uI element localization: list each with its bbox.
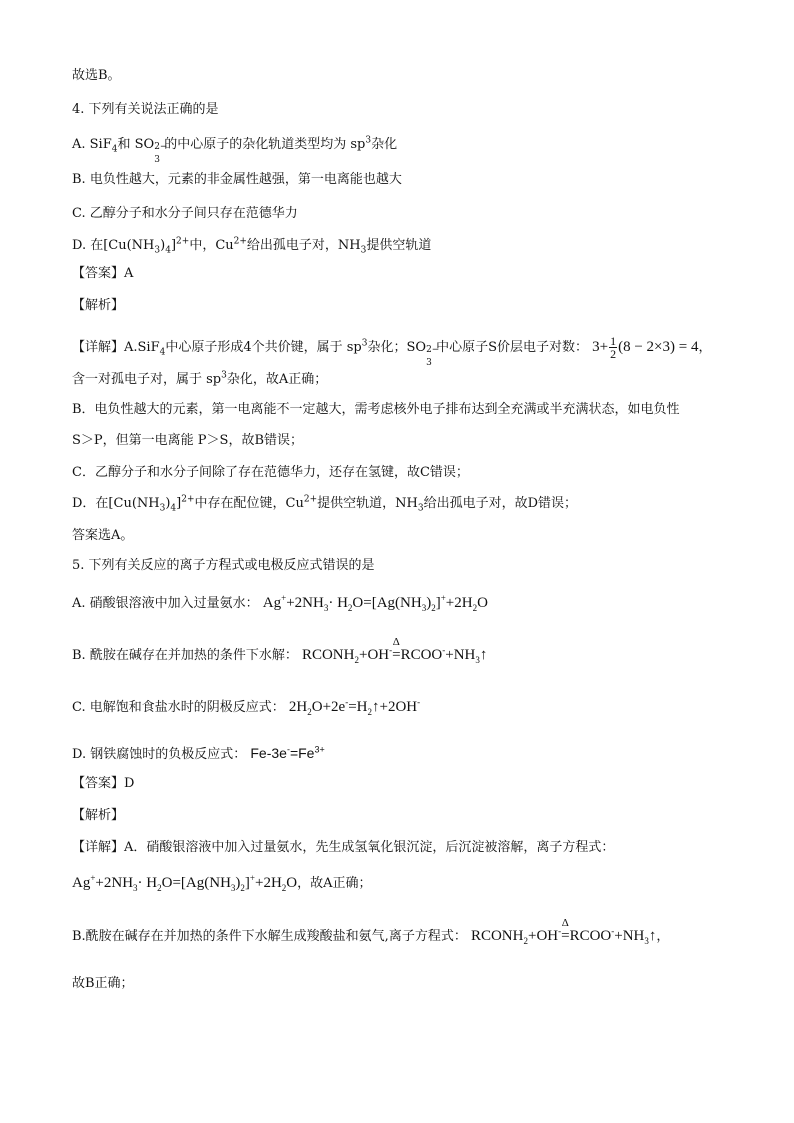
equation-d: $Fe-3e^-=Fe^{3+}$ <box>250 744 325 761</box>
question-4-detail-line-5: C．乙醇分子和水分子间除了存在范德华力，还存在氢键，故C错误； <box>72 465 469 480</box>
equation-b: $RCONH_2+OH^-$ Δ $=RCOO^-+NH_3↑$ <box>301 636 488 665</box>
question-4-option-d: D. 在$[Cu(NH_3)_4]^{2+}$中，$Cu^{2+}$给出孤电子对，$NH_3$提供空轨道 <box>72 236 432 256</box>
question-4-analysis: 【解析】 <box>72 298 125 313</box>
question-4-option-b: B. 电负性越大，元素的非金属性越强，第一电离能也越大 <box>72 172 402 187</box>
question-5-option-b: B. 酰胺在碱存在并加热的条件下水解： $RCONH_2+OH^-$ Δ $=RCOO^-+NH_3↑$ <box>72 636 488 665</box>
question-5-detail-line-4: 故B正确； <box>72 976 134 991</box>
formula-valence-pairs: 3+ $\frac{1}{2}$ (8 − 2×3) = 4 <box>592 334 699 361</box>
text-line: 故选B。 <box>72 68 121 83</box>
question-4-answer: 【答案】A <box>72 266 134 281</box>
equation-a: $Ag^++2NH_3\cdot H_2O=[Ag(NH_3)_2]^++2H_2O$ <box>262 593 488 613</box>
question-5-option-a: A. 硝酸银溶液中加入过量氨水： $Ag^++2NH_3\cdot H_2O=[Ag(NH_3)_2]^++2H_2O$ <box>72 593 488 613</box>
question-5-analysis: 【解析】 <box>72 808 125 823</box>
question-5-detail-line-1: 【详解】A．硝酸银溶液中加入过量氨水，先生成氢氧化银沉淀，后沉淀被溶解，离子方程式： <box>72 840 615 855</box>
question-4-detail-line-1: 【详解】A.SiF$_4$中心原子形成4个共价键，属于 $sp^3$杂化；SO 2− 3 中心原子S价层电子对数： 3+ $\frac{1}{2}$ (8 − 2×3) = 4， <box>72 334 712 368</box>
question-4-option-a: A. SiF$_4$和 SO 2− 3 的中心原子的杂化轨道类型均为 $sp^3$杂化 <box>72 135 398 165</box>
question-4-detail-line-4: S＞P，但第一电离能 P＞S，故B错误； <box>72 433 303 448</box>
equation-c: $2H_2O+2e^-=H_2↑+2OH^-$ <box>288 697 421 717</box>
question-5-detail-line-3: B.酰胺在碱存在并加热的条件下水解生成羧酸盐和氨气,离子方程式： $RCONH_2+OH^-$ Δ $=RCOO^-+NH_3↑$， <box>72 917 670 946</box>
question-5-option-d: D. 钢铁腐蚀时的负极反应式： $Fe-3e^-=Fe^{3+}$ <box>72 744 325 762</box>
question-4-detail-line-6: D．在$[Cu(NH_3)_4]^{2+}$中存在配位键，$Cu^{2+}$提供空轨道，$NH_3$给出孤电子对，故D错误； <box>72 494 578 514</box>
question-5-detail-line-2: $Ag^++2NH_3\cdot H_2O=[Ag(NH_3)_2]^++2H_2O$，故A正确； <box>72 873 372 893</box>
question-5-answer: 【答案】D <box>72 776 135 791</box>
question-4-final: 答案选A。 <box>72 528 134 543</box>
equation-a-repeat: $Ag^++2NH_3\cdot H_2O=[Ag(NH_3)_2]^++2H_2O$ <box>72 873 298 893</box>
question-5-option-c: C. 电解饱和食盐水时的阴极反应式： $2H_2O+2e^-=H_2↑+2OH^-$ <box>72 697 421 717</box>
question-4-option-c: C. 乙醇分子和水分子间只存在范德华力 <box>72 206 298 221</box>
question-4-stem: 4. 下列有关说法正确的是 <box>72 102 219 117</box>
equation-b-repeat: $RCONH_2+OH^-$ Δ $=RCOO^-+NH_3↑$ <box>470 917 657 946</box>
question-4-detail-line-3: B．电负性越大的元素，第一电离能不一定越大，需考虑核外电子排布达到全充满或半充满状态，如电负性 <box>72 402 680 417</box>
question-5-stem: 5. 下列有关反应的离子方程式或电极反应式错误的是 <box>72 558 375 573</box>
question-4-detail-line-2: 含一对孤电子对，属于 $sp^3$杂化，故A正确； <box>72 370 328 387</box>
